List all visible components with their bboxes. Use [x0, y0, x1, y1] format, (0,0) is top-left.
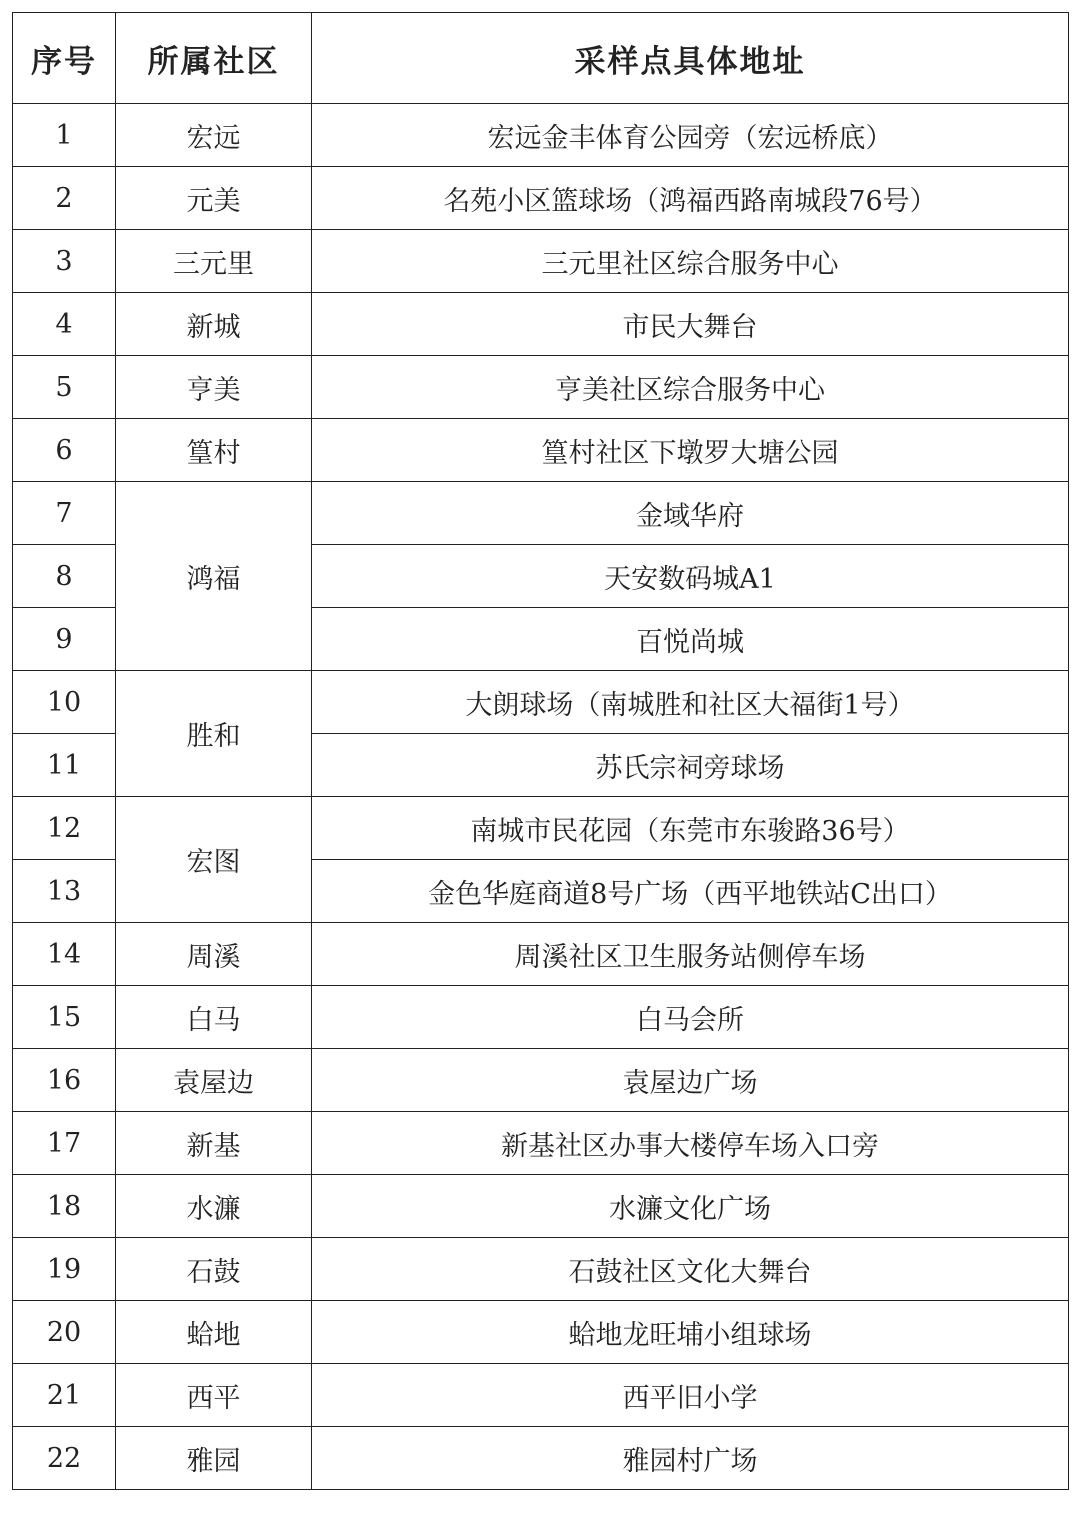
table-row	[13, 923, 1069, 986]
cell-address: 篁村社区下墩罗大塘公园	[312, 419, 1069, 482]
cell-community: 白马	[116, 986, 312, 1049]
cell-community: 胜和	[116, 671, 312, 797]
cell-community: 水濂	[116, 1175, 312, 1238]
header-address: 采样点具体地址	[312, 13, 1069, 104]
cell-serial-number: 13	[13, 860, 116, 923]
cell-community: 宏图	[116, 797, 312, 923]
cell-address: 蛤地龙旺埔小组球场	[312, 1301, 1069, 1364]
table-row	[13, 1049, 1069, 1112]
cell-address: 金域华府	[312, 482, 1069, 545]
cell-serial-number: 14	[13, 923, 116, 986]
cell-address: 南城市民花园（东莞市东骏路36号）	[312, 797, 1069, 860]
cell-serial-number: 1	[13, 104, 116, 167]
table-row	[13, 986, 1069, 1049]
cell-community: 三元里	[116, 230, 312, 293]
cell-community: 蛤地	[116, 1301, 312, 1364]
cell-address: 西平旧小学	[312, 1364, 1069, 1427]
table-row	[13, 797, 1069, 860]
table-row	[13, 1175, 1069, 1238]
table-row	[13, 293, 1069, 356]
table-row	[13, 1112, 1069, 1175]
cell-address: 宏远金丰体育公园旁（宏远桥底）	[312, 104, 1069, 167]
cell-address: 苏氏宗祠旁球场	[312, 734, 1069, 797]
cell-community: 新城	[116, 293, 312, 356]
table-row	[13, 104, 1069, 167]
header-community: 所属社区	[116, 13, 312, 104]
cell-serial-number: 9	[13, 608, 116, 671]
cell-address: 袁屋边广场	[312, 1049, 1069, 1112]
table-row	[13, 1364, 1069, 1427]
sampling-sites-table	[12, 12, 1069, 1490]
cell-serial-number: 7	[13, 482, 116, 545]
table-row	[13, 230, 1069, 293]
cell-community: 石鼓	[116, 1238, 312, 1301]
cell-serial-number: 17	[13, 1112, 116, 1175]
cell-address: 三元里社区综合服务中心	[312, 230, 1069, 293]
cell-serial-number: 12	[13, 797, 116, 860]
cell-serial-number: 5	[13, 356, 116, 419]
cell-serial-number: 19	[13, 1238, 116, 1301]
cell-serial-number: 20	[13, 1301, 116, 1364]
cell-community: 周溪	[116, 923, 312, 986]
cell-community: 西平	[116, 1364, 312, 1427]
table-row	[13, 419, 1069, 482]
cell-community: 新基	[116, 1112, 312, 1175]
cell-address: 水濂文化广场	[312, 1175, 1069, 1238]
table-row	[13, 482, 1069, 545]
cell-address: 雅园村广场	[312, 1427, 1069, 1490]
cell-address: 白马会所	[312, 986, 1069, 1049]
header-serial-number: 序号	[13, 13, 116, 104]
cell-address: 大朗球场（南城胜和社区大福街1号）	[312, 671, 1069, 734]
cell-serial-number: 2	[13, 167, 116, 230]
cell-address: 百悦尚城	[312, 608, 1069, 671]
cell-serial-number: 6	[13, 419, 116, 482]
cell-address: 石鼓社区文化大舞台	[312, 1238, 1069, 1301]
cell-community: 雅园	[116, 1427, 312, 1490]
table-header-row	[13, 13, 1069, 104]
cell-serial-number: 8	[13, 545, 116, 608]
cell-community: 宏远	[116, 104, 312, 167]
cell-serial-number: 10	[13, 671, 116, 734]
cell-community: 袁屋边	[116, 1049, 312, 1112]
cell-serial-number: 4	[13, 293, 116, 356]
cell-serial-number: 15	[13, 986, 116, 1049]
cell-community: 鸿福	[116, 482, 312, 671]
table-row	[13, 167, 1069, 230]
cell-serial-number: 16	[13, 1049, 116, 1112]
cell-community: 篁村	[116, 419, 312, 482]
cell-community: 元美	[116, 167, 312, 230]
table-row	[13, 671, 1069, 734]
cell-serial-number: 22	[13, 1427, 116, 1490]
cell-address: 市民大舞台	[312, 293, 1069, 356]
cell-address: 天安数码城A1	[312, 545, 1069, 608]
cell-address: 亨美社区综合服务中心	[312, 356, 1069, 419]
table-row	[13, 356, 1069, 419]
cell-address: 金色华庭商道8号广场（西平地铁站C出口）	[312, 860, 1069, 923]
table-row	[13, 1301, 1069, 1364]
cell-address: 新基社区办事大楼停车场入口旁	[312, 1112, 1069, 1175]
cell-address: 周溪社区卫生服务站侧停车场	[312, 923, 1069, 986]
table-row	[13, 1427, 1069, 1490]
cell-community: 亨美	[116, 356, 312, 419]
table-row	[13, 1238, 1069, 1301]
cell-address: 名苑小区篮球场（鸿福西路南城段76号）	[312, 167, 1069, 230]
cell-serial-number: 21	[13, 1364, 116, 1427]
cell-serial-number: 3	[13, 230, 116, 293]
cell-serial-number: 18	[13, 1175, 116, 1238]
cell-serial-number: 11	[13, 734, 116, 797]
